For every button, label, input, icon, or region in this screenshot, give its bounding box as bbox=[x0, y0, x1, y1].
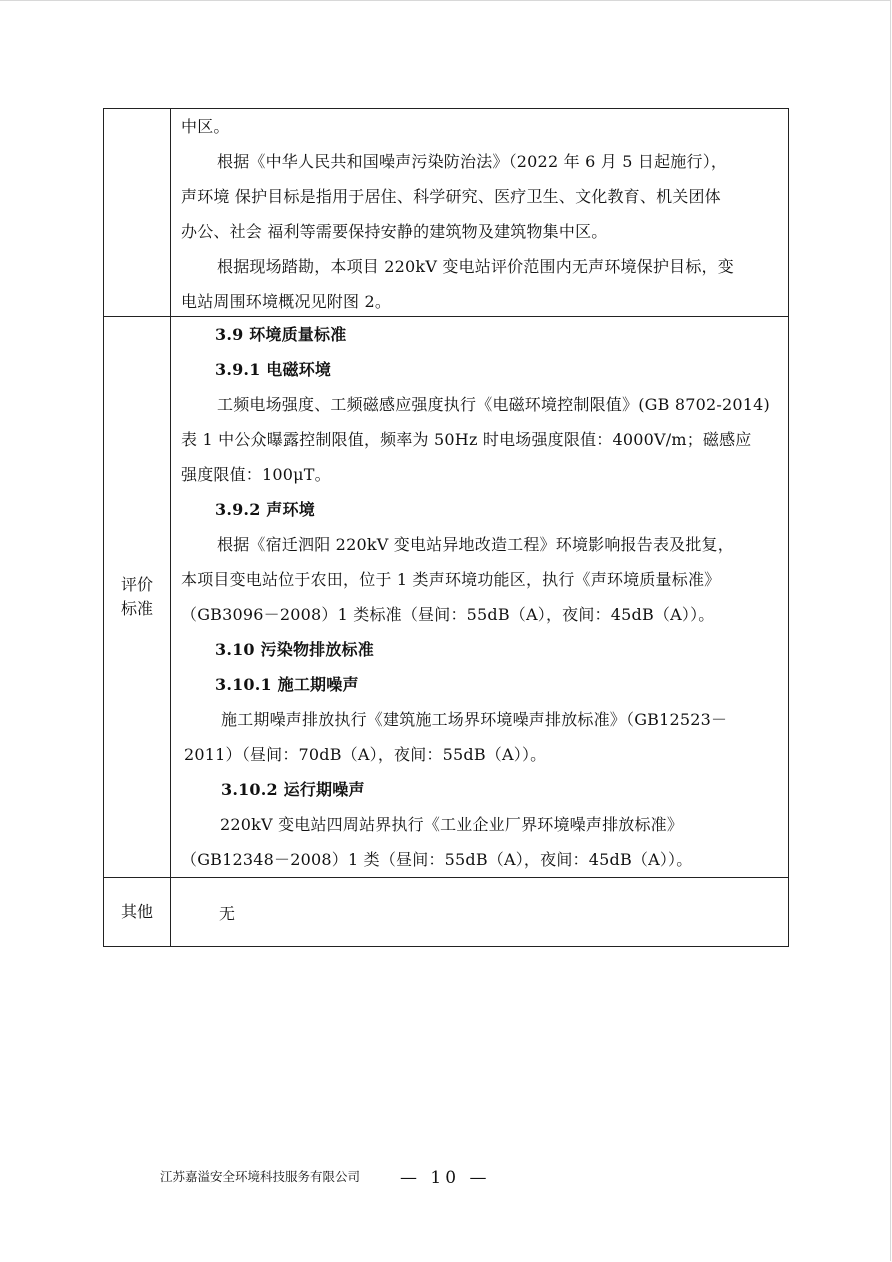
label-line: 评价 bbox=[120, 575, 153, 594]
text-line: 工频电场强度、工频磁感应强度执行《电磁环境控制限值》(GB 8702-2014) bbox=[217, 395, 770, 414]
text-line: 声环境 保护目标是指用于居住、科学研究、医疗卫生、文化教育、机关团体 bbox=[181, 187, 721, 206]
text-line: 220kV 变电站四周站界执行《工业企业厂界环境噪声排放标准》 bbox=[220, 815, 684, 834]
row-label-empty bbox=[104, 109, 171, 316]
row-label-other: 其他 bbox=[104, 878, 171, 946]
standards-table bbox=[103, 108, 789, 947]
row-content bbox=[171, 109, 788, 316]
text-line: 电站周围环境概况见附图 2。 bbox=[181, 292, 392, 311]
table-row-other bbox=[104, 878, 788, 946]
text-line: 表 1 中公众曝露控制限值，频率为 50Hz 时电场强度限值：4000V/m；磁感应 bbox=[181, 430, 752, 449]
text-line: 根据《宿迁泗阳 220kV 变电站异地改造工程》环境影响报告表及批复， bbox=[217, 535, 734, 554]
table-row-protection-targets bbox=[104, 109, 788, 317]
section-heading: 3.10 污染物排放标准 bbox=[215, 640, 374, 659]
subsection-heading: 3.10.1 施工期噪声 bbox=[215, 675, 359, 694]
text-line: 施工期噪声排放执行《建筑施工场界环境噪声排放标准》（GB12523－ bbox=[221, 710, 728, 729]
text-line: 中区。 bbox=[181, 117, 230, 136]
page-number: — 10 — bbox=[400, 1168, 491, 1188]
row-content bbox=[171, 317, 788, 877]
text-line: （GB12348－2008）1 类（昼间：55dB（A），夜间：45dB（A））。 bbox=[181, 850, 693, 869]
text-line: （GB3096－2008）1 类标准（昼间：55dB（A），夜间：45dB（A））。 bbox=[181, 605, 715, 624]
row-value-other: 无 bbox=[219, 903, 236, 923]
footer-company: 江苏嘉溢安全环境科技服务有限公司 bbox=[160, 1169, 361, 1184]
subsection-heading: 3.10.2 运行期噪声 bbox=[221, 780, 365, 799]
text-line: 2011）（昼间：70dB（A），夜间：55dB（A））。 bbox=[184, 745, 547, 764]
subsection-heading: 3.9.2 声环境 bbox=[215, 500, 315, 519]
text-line: 办公、社会 福利等需要保持安静的建筑物及建筑物集中区。 bbox=[181, 222, 608, 241]
text-line: 本项目变电站位于农田，位于 1 类声环境功能区，执行《声环境质量标准》 bbox=[181, 570, 721, 589]
row-label-evaluation-standards bbox=[104, 317, 171, 877]
label-line: 标准 bbox=[120, 599, 153, 618]
subsection-heading: 3.9.1 电磁环境 bbox=[215, 360, 332, 379]
text-line: 根据现场踏勘，本项目 220kV 变电站评价范围内无声环境保护目标，变 bbox=[217, 257, 734, 276]
text-line: 强度限值：100μT。 bbox=[181, 465, 331, 484]
section-heading: 3.9 环境质量标准 bbox=[215, 325, 347, 344]
table-row-evaluation-standards bbox=[104, 317, 788, 878]
text-line: 根据《中华人民共和国噪声污染防治法》（2022 年 6 月 5 日起施行）， bbox=[217, 152, 728, 171]
